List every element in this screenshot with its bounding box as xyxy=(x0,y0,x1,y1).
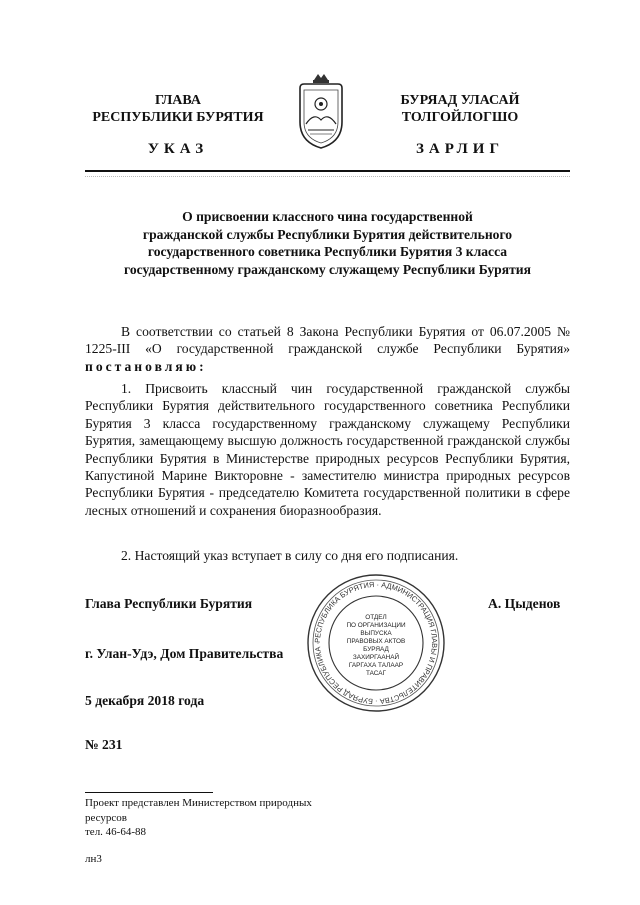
header-left-line1: ГЛАВА xyxy=(155,93,201,108)
title-line-2: гражданской службы Республики Бурятия действительного xyxy=(142,226,513,242)
act-type-russian: УКАЗ xyxy=(147,141,209,157)
footnote xyxy=(85,796,385,840)
preamble-paragraph xyxy=(85,323,570,375)
clause-1-text: 1. Присвоить классный чин государственной гражданской службы Республики Бурятия действительного государственного советника Республики Бурятия 3 класса государственному гражданскому служащему Республики Бурятия, замещающему высшую должность государственной гражданской службы Республики Бурятия в Министерстве природных ресурсов Республики Бурятия, Капустиной Марине Викторовне - заместителю министра природных ресурсов Республики Бурятия - председателю Комитета государственной политики в сфере лесных отношений и сохранения биоразнообразия. xyxy=(85,381,570,518)
title-line-3: государственного советника Республики Бурятия 3 класса xyxy=(147,244,508,259)
signing-place: г. Улан-Удэ, Дом Правительства xyxy=(85,646,284,661)
seal-line-7: ГАРГАХА ТАЛААР xyxy=(348,662,404,669)
preamble-text: В соответствии со статьей 8 Закона Республики Бурятия от 06.07.2005 № 1225-III «О государственной гражданской службе Республики Бурятия» xyxy=(85,324,570,357)
decree-word: постановляю: xyxy=(85,358,207,374)
seal-line-6: ЗАХИРГААНАЙ xyxy=(352,654,400,661)
clause-2-paragraph xyxy=(85,547,570,564)
signatory-position: Глава Республики Бурятия xyxy=(85,596,253,611)
header-divider xyxy=(85,170,570,172)
document-code: лн3 xyxy=(85,853,102,865)
seal-line-3: ВЫПУСКА xyxy=(360,630,392,637)
clause-1-paragraph xyxy=(85,380,570,519)
header-right-line1: БУРЯАД УЛАСАЙ xyxy=(400,93,520,108)
footnote-line-1: Проект представлен Министерством природных xyxy=(85,797,312,809)
dotted-divider xyxy=(85,176,570,177)
seal-line-4: ПРАВОВЫХ АКТОВ xyxy=(346,638,406,645)
seal-line-2: ПО ОРГАНИЗАЦИИ xyxy=(346,622,406,629)
header-right-title xyxy=(360,92,560,126)
title-line-1: О присвоении классного чина государственной xyxy=(182,209,473,224)
header-left-title xyxy=(78,92,278,126)
seal-line-5: БУРЯАД xyxy=(363,646,389,653)
footnote-line-2: ресурсов xyxy=(85,811,127,824)
act-type-buryat: ЗАРЛИГ xyxy=(415,141,505,157)
seal-line-8: ТАСАГ xyxy=(365,670,387,677)
clause-2-text: 2. Настоящий указ вступает в силу со дня его подписания. xyxy=(121,548,459,563)
decree-number: № 231 xyxy=(85,737,123,752)
document-title xyxy=(90,208,565,278)
footnote-divider xyxy=(85,792,213,793)
seal-ring-text: РЕСПУБЛИКА БУРЯТИЯ · АДМИНИСТРАЦИЯ ГЛАВЫ И ПРАВИТЕЛЬСТВА · БУРЯАД РЕСПУБЛИКА · xyxy=(312,579,440,707)
title-line-4: государственному гражданскому служащему Республики Бурятия xyxy=(124,261,531,277)
seal-line-1: ОТДЕЛ xyxy=(365,614,387,621)
signing-date: 5 декабря 2018 года xyxy=(85,693,205,708)
signatory-name: А. Цыденов xyxy=(488,596,561,611)
official-seal-icon xyxy=(306,573,446,713)
coat-of-arms-icon xyxy=(294,72,348,150)
header-right-line2: ТОЛГОЙЛОГШО xyxy=(401,110,519,125)
footnote-phone: тел. 46-64-88 xyxy=(85,826,147,838)
header-left-line2: РЕСПУБЛИКИ БУРЯТИЯ xyxy=(92,110,264,125)
